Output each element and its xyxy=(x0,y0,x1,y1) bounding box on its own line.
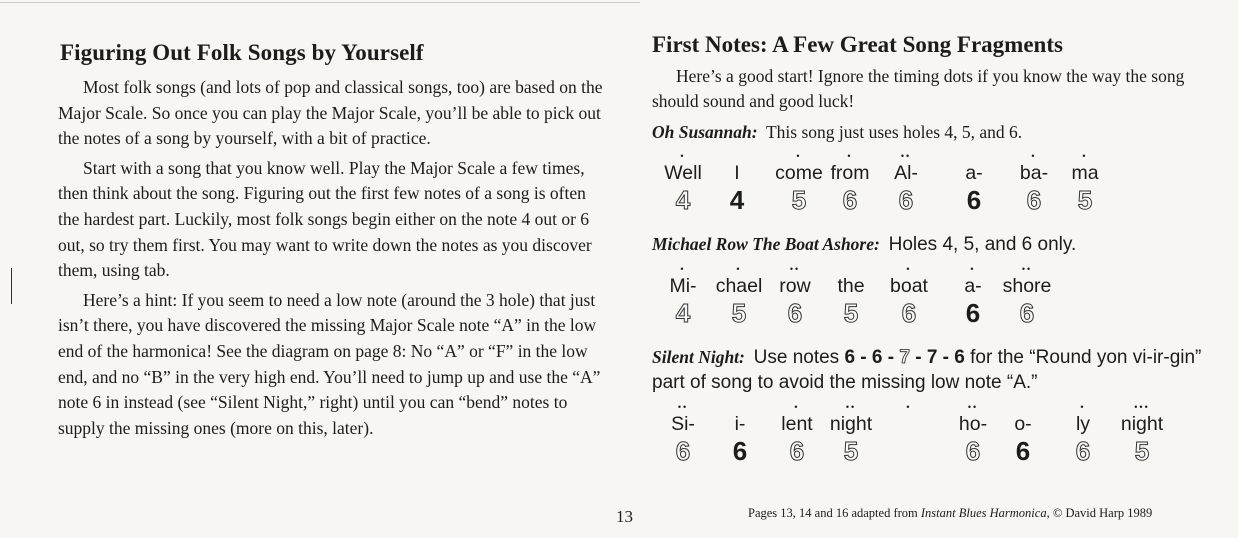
note-column xyxy=(779,263,810,329)
song-2-notes xyxy=(652,257,1222,345)
lyric-syllable: ly xyxy=(1075,413,1091,435)
note-column xyxy=(837,263,864,329)
note-column xyxy=(905,401,912,467)
timing-dots: •• xyxy=(900,151,912,161)
blow-hole-number: 4 xyxy=(675,298,691,328)
blow-hole-number: 6 xyxy=(1075,436,1091,466)
note-column xyxy=(831,150,870,216)
footer-post: , © David Harp 1989 xyxy=(1046,506,1153,520)
timing-dots: • xyxy=(970,264,976,274)
lyric-syllable: Mi- xyxy=(669,275,697,297)
note-column xyxy=(965,150,982,216)
blow-hole-number: 5 xyxy=(1134,436,1150,466)
draw-hole-number: 4 xyxy=(729,185,745,215)
note-column xyxy=(781,401,812,467)
right-page xyxy=(652,32,1222,483)
lyric-syllable: ho- xyxy=(958,413,988,435)
paragraph-1: Most folk songs (and lots of pop and classical songs, too) are based on the Major Scale. So once you can play the Major Scale, you’ll be able to pick out the notes of a song by yourself, with a bit of practice. xyxy=(58,77,603,149)
note-column xyxy=(730,150,744,216)
note-column xyxy=(959,401,987,467)
timing-dots: • xyxy=(796,151,802,161)
note-column xyxy=(733,401,747,467)
lyric-syllable: chael xyxy=(715,275,763,297)
blow-hole-number: 6 xyxy=(1019,298,1035,328)
song-3-title: Silent Night: xyxy=(652,347,745,367)
blow-hole-number: 6 xyxy=(842,185,858,215)
note-column xyxy=(894,150,918,216)
lyric-syllable: from xyxy=(830,162,870,184)
note-column xyxy=(1003,263,1052,329)
note-column xyxy=(1121,401,1163,467)
song-3-desc-pre: Use notes xyxy=(753,347,845,368)
lyric-syllable: o- xyxy=(1014,413,1032,435)
paragraph-2: Start with a song that you know well. Play the Major Scale a few times, then think about the song. Figuring out the first few notes of a song is often the hardest part. Luckily, most folk songs begin either on the note 4 out or 6 out, so try them first. You may want to write down the notes as you discover them, using tab. xyxy=(58,157,592,281)
timing-dots: •• xyxy=(789,264,801,274)
lyric-syllable: night xyxy=(1120,413,1164,435)
song-1-description: This song just uses holes 4, 5, and 6. xyxy=(765,122,1023,142)
blow-hole-number: 5 xyxy=(843,436,859,466)
blow-hole-number: 6 xyxy=(787,298,803,328)
footer-pre: Pages 13, 14 and 16 adapted from xyxy=(748,506,921,520)
timing-dots: • xyxy=(1080,402,1086,412)
lyric-syllable: lent xyxy=(781,413,813,435)
lyric-syllable: Al- xyxy=(894,162,918,184)
lyric-syllable: Si- xyxy=(671,413,695,435)
margin-mark xyxy=(11,268,12,304)
blow-hole-number: 6 xyxy=(1026,185,1042,215)
lyric-syllable: the xyxy=(837,275,865,297)
top-rule xyxy=(0,2,640,3)
lyric-syllable: shore xyxy=(1002,275,1052,297)
blow-hole-number: 6 xyxy=(675,436,691,466)
timing-dots: •• xyxy=(677,402,689,412)
note-column xyxy=(775,150,823,216)
note-column xyxy=(1071,150,1098,216)
lyric-syllable: ma xyxy=(1071,162,1099,184)
song-3-heading xyxy=(652,345,1222,395)
song-3-desc-post: for the “Round yon vi-ir-gin” part of song to avoid the missing low note “A.” xyxy=(652,347,1202,393)
timing-dots: •• xyxy=(967,402,979,412)
timing-dots: • xyxy=(847,151,853,161)
blow-hole-number: 6 xyxy=(789,436,805,466)
blow-hole-number: 5 xyxy=(843,298,859,328)
blow-hole-number: 4 xyxy=(675,185,691,215)
timing-dots xyxy=(730,150,744,162)
lyric-syllable: Well xyxy=(664,162,702,184)
timing-dots: • xyxy=(906,264,912,274)
timing-dots: • xyxy=(736,264,742,274)
song-3-notes xyxy=(652,395,1222,483)
timing-dots: • xyxy=(680,151,686,161)
timing-dots xyxy=(837,263,864,275)
note-column xyxy=(664,150,702,216)
lyric-syllable: row xyxy=(779,275,811,297)
draw-hole-number: 6 xyxy=(966,185,982,215)
note-column xyxy=(890,263,928,329)
left-page xyxy=(58,40,604,445)
lyric-syllable: ba- xyxy=(1019,162,1049,184)
song-2-title: Michael Row The Boat Ashore: xyxy=(652,234,880,254)
lyric-syllable: boat xyxy=(890,275,928,297)
paragraph-3: Here’s a hint: If you seem to need a low note (around the 3 hole) that just isn’t there, you have discovered the missing Major Scale note “A” in the low end of the harmonica! See the diagram on page 8: No “A” or “F” in the low end, and no “B” in the very high end. You’ll need to jump up and use the “A” note 6 in instead (see “Silent Night,” right) until you can “bend” notes to supply the missing ones (more on this, later). xyxy=(58,289,601,438)
draw-hole-number: 6 xyxy=(732,436,748,466)
lyric-syllable: a- xyxy=(964,275,982,297)
song-2-heading xyxy=(652,232,1222,257)
right-page-title: First Notes: A Few Great Song Fragments xyxy=(652,32,1063,57)
timing-dots: • xyxy=(794,402,800,412)
blow-hole-number: 6 xyxy=(898,185,914,215)
song-3-seq-2: - 7 - 6 xyxy=(909,347,965,368)
timing-dots xyxy=(1014,401,1031,413)
note-column xyxy=(964,263,981,329)
timing-dots xyxy=(733,401,747,413)
timing-dots xyxy=(965,150,982,162)
note-column xyxy=(1014,401,1031,467)
timing-dots: •• xyxy=(1021,264,1033,274)
timing-dots: •• xyxy=(845,402,857,412)
song-1-notes xyxy=(652,144,1222,232)
timing-dots: • xyxy=(680,264,686,274)
note-column xyxy=(716,263,763,329)
note-column xyxy=(671,401,695,467)
lyric-syllable: come xyxy=(775,162,823,184)
timing-dots: • xyxy=(1082,151,1088,161)
blow-hole-number: 6 xyxy=(965,436,981,466)
timing-dots: ••• xyxy=(1134,402,1150,412)
lyric-syllable: night xyxy=(829,413,873,435)
song-3-seq-hollow: 7 xyxy=(899,347,910,368)
lyric-syllable xyxy=(905,413,912,435)
song-2-description: Holes 4, 5, and 6 only. xyxy=(888,234,1077,255)
blow-hole-number: 5 xyxy=(731,298,747,328)
draw-hole-number: 6 xyxy=(965,298,981,328)
lyric-syllable: a- xyxy=(965,162,983,184)
intro-text: Here’s a good start! Ignore the timing dots if you know the way the song should sound and good luck! xyxy=(652,66,1185,111)
blow-hole-number: 5 xyxy=(791,185,807,215)
left-page-title: Figuring Out Folk Songs by Yourself xyxy=(60,40,424,65)
blow-hole-number: 5 xyxy=(1077,185,1093,215)
song-3-seq-1: 6 - 6 - xyxy=(844,347,900,368)
draw-hole-number: 6 xyxy=(1015,436,1031,466)
blow-hole-number xyxy=(905,435,912,467)
song-1-title: Oh Susannah: xyxy=(652,122,758,142)
note-column xyxy=(830,401,872,467)
note-column xyxy=(1020,150,1048,216)
timing-dots: • xyxy=(1031,151,1037,161)
page-number: 13 xyxy=(616,507,633,526)
lyric-syllable: I xyxy=(734,162,740,184)
note-column xyxy=(669,263,696,329)
blow-hole-number: 6 xyxy=(901,298,917,328)
footer-credit xyxy=(748,506,1152,521)
lyric-syllable: i- xyxy=(734,413,746,435)
timing-dots: • xyxy=(906,402,912,412)
song-1-heading xyxy=(652,120,1222,144)
footer-book-title: Instant Blues Harmonica xyxy=(920,506,1047,520)
note-column xyxy=(1076,401,1090,467)
